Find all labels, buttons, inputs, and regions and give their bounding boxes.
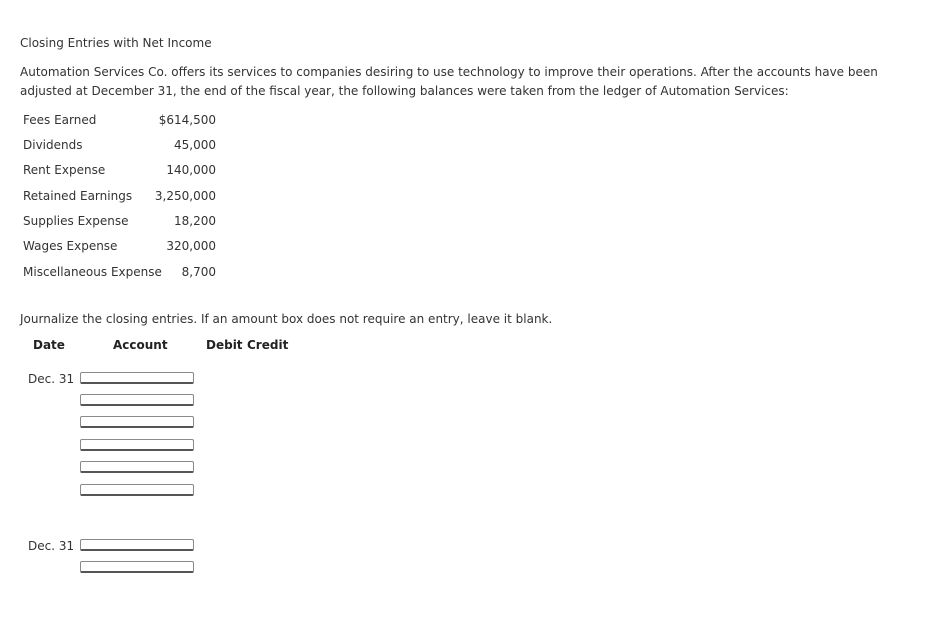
- account-input[interactable]: [80, 416, 194, 428]
- account-input[interactable]: [80, 461, 194, 473]
- account-input[interactable]: [80, 539, 194, 551]
- balance-label: Retained Earnings: [23, 189, 133, 203]
- balance-value: 140,000: [166, 163, 216, 177]
- balance-value: 8,700: [181, 265, 216, 279]
- balance-label: Rent Expense: [23, 163, 106, 177]
- balance-value: $614,500: [158, 113, 216, 127]
- account-input[interactable]: [80, 439, 194, 451]
- balance-label: Wages Expense: [23, 239, 118, 253]
- balance-value: 320,000: [166, 239, 216, 253]
- problem-title: Closing Entries with Net Income: [20, 36, 212, 50]
- entry-date: Dec. 31: [28, 372, 75, 386]
- instructions-text: Journalize the closing entries. If an amount box does not require an entry, leave it blank.: [20, 312, 553, 326]
- balance-label: Miscellaneous Expense: [23, 265, 162, 279]
- problem-intro: Automation Services Co. offers its services to companies desiring to use technology to improve their operations. After the accounts have been adjusted at December 31, the end of the fiscal year, the following balances were taken from the ledger of Automation Services:: [20, 65, 878, 98]
- account-input[interactable]: [80, 561, 194, 573]
- balance-label: Dividends: [23, 138, 83, 152]
- balance-label: Supplies Expense: [23, 214, 129, 228]
- debit-column-header: Debit: [206, 338, 243, 352]
- balance-label: Fees Earned: [23, 113, 97, 127]
- credit-column-header: Credit: [247, 338, 289, 352]
- account-input[interactable]: [80, 484, 194, 496]
- entry-date: Dec. 31: [28, 539, 75, 553]
- account-column-header: Account: [113, 338, 168, 352]
- account-input[interactable]: [80, 394, 194, 406]
- balance-value: 3,250,000: [154, 189, 216, 203]
- date-column-header: Date: [33, 338, 65, 352]
- balance-value: 18,200: [174, 214, 216, 228]
- account-input[interactable]: [80, 372, 194, 384]
- balance-value: 45,000: [174, 138, 216, 152]
